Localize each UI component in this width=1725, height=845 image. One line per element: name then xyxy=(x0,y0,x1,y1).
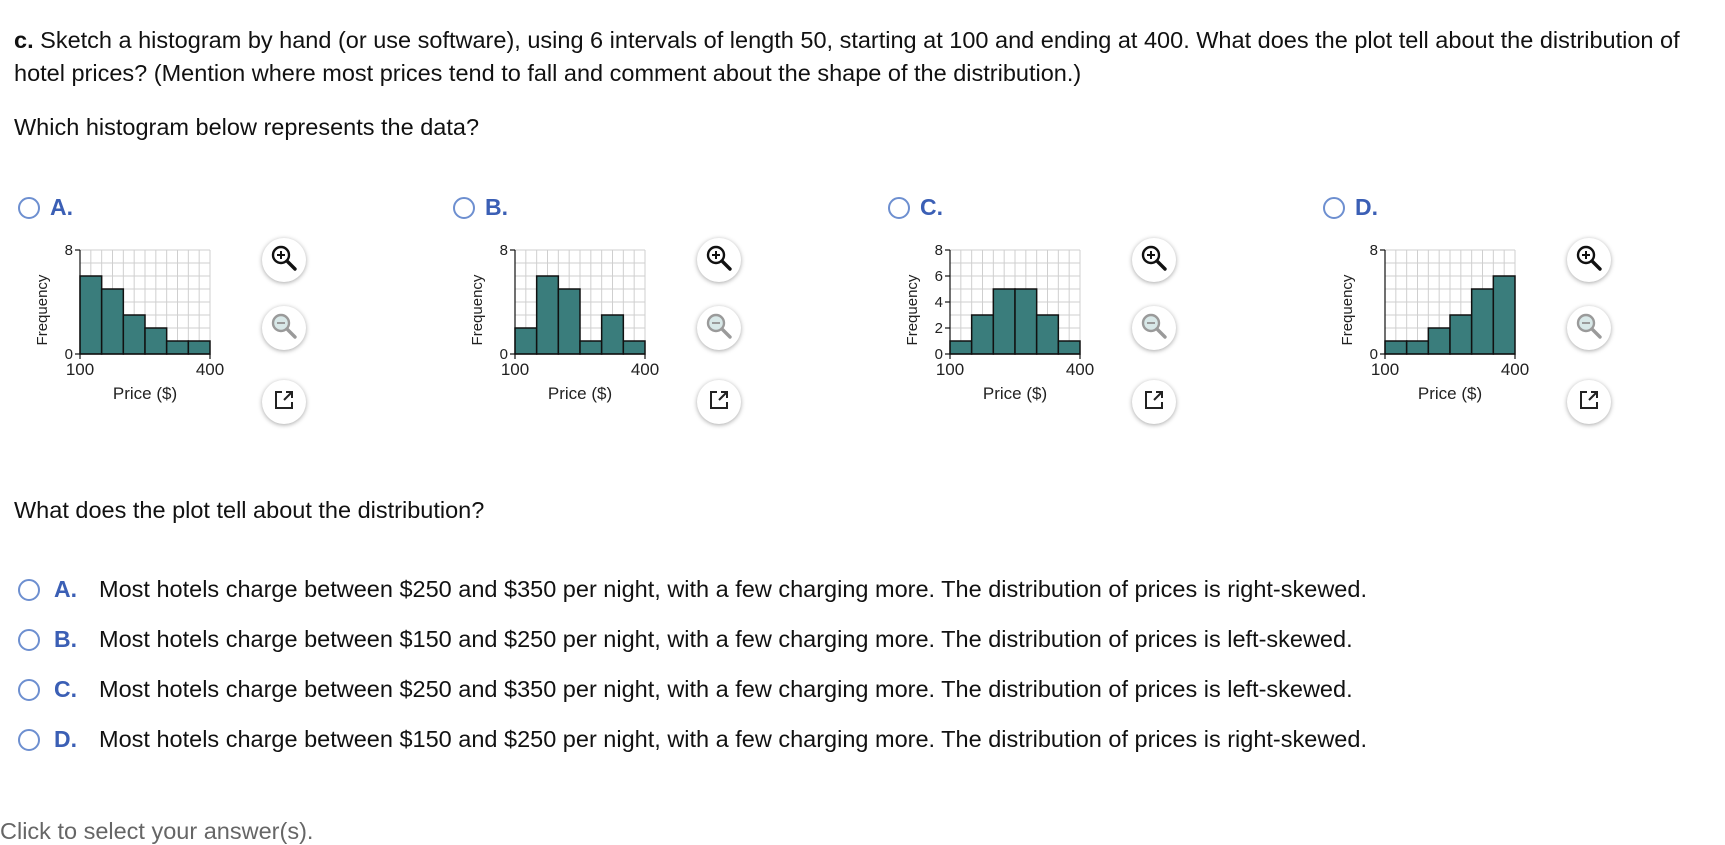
magnifier-minus-icon xyxy=(270,312,298,345)
answer-option-d[interactable] xyxy=(18,726,1367,753)
answer-letter-d: D. xyxy=(54,726,77,752)
histogram-bar xyxy=(1037,315,1059,354)
radio-answer-d[interactable] xyxy=(18,729,40,751)
y-axis-label: Frequency xyxy=(469,274,486,346)
histogram-option-d[interactable] xyxy=(1323,194,1378,221)
magnifier-minus-icon xyxy=(705,312,733,345)
option-letter-c: C. xyxy=(920,194,943,220)
radio-answer-c[interactable] xyxy=(18,679,40,701)
histogram-bar xyxy=(1407,341,1429,354)
x-tick-label: 400 xyxy=(195,360,225,379)
histogram-bar xyxy=(993,289,1015,354)
x-axis-label: Price ($) xyxy=(1417,384,1483,403)
x-tick-label: 400 xyxy=(1065,360,1095,379)
y-tick-label: 0 xyxy=(934,346,943,363)
magnifier-plus-icon xyxy=(1575,244,1603,277)
magnifier-plus-icon xyxy=(270,244,298,277)
histogram-bar xyxy=(1428,328,1450,354)
y-tick-label: 2 xyxy=(934,320,943,337)
histogram-bar xyxy=(558,289,580,354)
x-axis-label: Price ($) xyxy=(547,384,613,403)
y-axis-label: Frequency xyxy=(34,274,51,346)
radio-option-b[interactable] xyxy=(453,197,475,219)
answer-letter-b: B. xyxy=(54,626,77,652)
option-letter-b: B. xyxy=(485,194,508,220)
y-tick-label: 0 xyxy=(1369,346,1378,363)
answer-text-d: Most hotels charge between $150 and $250 per night, with a few charging more. The distribution of prices is right-skewed. xyxy=(99,726,1367,752)
histogram-b-svg xyxy=(465,240,695,460)
answer-letter-c: C. xyxy=(54,676,77,702)
histogram-bar xyxy=(950,341,972,354)
magnifier-minus-icon xyxy=(1140,312,1168,345)
question-text xyxy=(14,24,1714,90)
pop-out-icon xyxy=(707,388,731,417)
answer-option-a[interactable] xyxy=(18,576,1367,603)
x-tick-label: 100 xyxy=(65,360,95,379)
histogram-bar xyxy=(102,289,124,354)
answer-text-c: Most hotels charge between $250 and $350 per night, with a few charging more. The distribution of prices is left-skewed. xyxy=(99,676,1353,702)
pop-out-button-c[interactable] xyxy=(1132,380,1176,424)
magnifier-plus-icon xyxy=(1140,244,1168,277)
answer-letter-a: A. xyxy=(54,576,77,602)
histogram-bar xyxy=(145,328,167,354)
pop-out-icon xyxy=(1142,388,1166,417)
radio-option-d[interactable] xyxy=(1323,197,1345,219)
zoom-in-button-c[interactable] xyxy=(1132,238,1176,282)
radio-option-c[interactable] xyxy=(888,197,910,219)
answer-text-a: Most hotels charge between $250 and $350 per night, with a few charging more. The distribution of prices is right-skewed. xyxy=(99,576,1367,602)
histogram-a xyxy=(30,240,260,465)
zoom-out-button-a[interactable] xyxy=(262,306,306,350)
histogram-a-svg xyxy=(30,240,260,460)
histogram-option-b[interactable] xyxy=(453,194,508,221)
radio-option-a[interactable] xyxy=(18,197,40,219)
histogram-bar xyxy=(1058,341,1080,354)
histogram-bar xyxy=(1472,289,1494,354)
x-tick-label: 100 xyxy=(500,360,530,379)
histogram-bar xyxy=(1385,341,1407,354)
radio-answer-a[interactable] xyxy=(18,579,40,601)
x-axis-label: Price ($) xyxy=(112,384,178,403)
pop-out-button-b[interactable] xyxy=(697,380,741,424)
y-tick-label: 8 xyxy=(1369,242,1378,259)
magnifier-minus-icon xyxy=(1575,312,1603,345)
y-tick-label: 8 xyxy=(64,242,73,259)
pop-out-icon xyxy=(1577,388,1601,417)
histogram-option-c[interactable] xyxy=(888,194,943,221)
option-letter-d: D. xyxy=(1355,194,1378,220)
zoom-in-button-a[interactable] xyxy=(262,238,306,282)
histogram-b xyxy=(465,240,695,465)
y-tick-label: 0 xyxy=(64,346,73,363)
x-tick-label: 400 xyxy=(630,360,660,379)
histogram-bar xyxy=(537,276,559,354)
zoom-out-button-c[interactable] xyxy=(1132,306,1176,350)
histogram-bar xyxy=(80,276,102,354)
y-tick-label: 8 xyxy=(934,242,943,259)
histogram-bar xyxy=(602,315,624,354)
y-axis-label: Frequency xyxy=(904,274,921,346)
y-tick-label: 8 xyxy=(499,242,508,259)
which-histogram-prompt: Which histogram below represents the data? xyxy=(14,114,480,140)
y-tick-label: 4 xyxy=(934,294,943,311)
histogram-c-svg xyxy=(900,240,1130,460)
histogram-d xyxy=(1335,240,1565,465)
histogram-bar xyxy=(1450,315,1472,354)
histogram-bar xyxy=(188,341,210,354)
histogram-bar xyxy=(1015,289,1037,354)
pop-out-button-a[interactable] xyxy=(262,380,306,424)
answer-option-c[interactable] xyxy=(18,676,1353,703)
x-tick-label: 400 xyxy=(1500,360,1530,379)
histogram-bar xyxy=(972,315,994,354)
histogram-bar xyxy=(167,341,189,354)
histogram-d-svg xyxy=(1335,240,1565,460)
x-tick-label: 100 xyxy=(1370,360,1400,379)
y-tick-label: 0 xyxy=(499,346,508,363)
part-label: c. xyxy=(14,27,34,53)
x-axis-label: Price ($) xyxy=(982,384,1048,403)
zoom-in-button-b[interactable] xyxy=(697,238,741,282)
answer-text-b: Most hotels charge between $150 and $250 per night, with a few charging more. The distribution of prices is left-skewed. xyxy=(99,626,1353,652)
radio-answer-b[interactable] xyxy=(18,629,40,651)
histogram-bar xyxy=(580,341,602,354)
histogram-bar xyxy=(623,341,645,354)
histogram-bar xyxy=(1493,276,1515,354)
what-distribution-prompt: What does the plot tell about the distribution? xyxy=(14,497,485,523)
answer-option-b[interactable] xyxy=(18,626,1353,653)
question-body: Sketch a histogram by hand (or use software), using 6 intervals of length 50, starting at 100 and ending at 400. What does the plot tell about the distribution of hotel prices? (Mention where most prices tend to fall and comment about the shape of the distribution.) xyxy=(14,27,1680,86)
pop-out-button-d[interactable] xyxy=(1567,380,1611,424)
histogram-c xyxy=(900,240,1130,465)
zoom-in-button-d[interactable] xyxy=(1567,238,1611,282)
histogram-option-a[interactable] xyxy=(18,194,73,221)
y-tick-label: 6 xyxy=(934,268,943,285)
y-axis-label: Frequency xyxy=(1339,274,1356,346)
pop-out-icon xyxy=(272,388,296,417)
histogram-bar xyxy=(515,328,537,354)
x-tick-label: 100 xyxy=(935,360,965,379)
histogram-bar xyxy=(123,315,145,354)
footer-instruction: Click to select your answer(s). xyxy=(0,818,314,844)
zoom-out-button-d[interactable] xyxy=(1567,306,1611,350)
magnifier-plus-icon xyxy=(705,244,733,277)
zoom-out-button-b[interactable] xyxy=(697,306,741,350)
option-letter-a: A. xyxy=(50,194,73,220)
